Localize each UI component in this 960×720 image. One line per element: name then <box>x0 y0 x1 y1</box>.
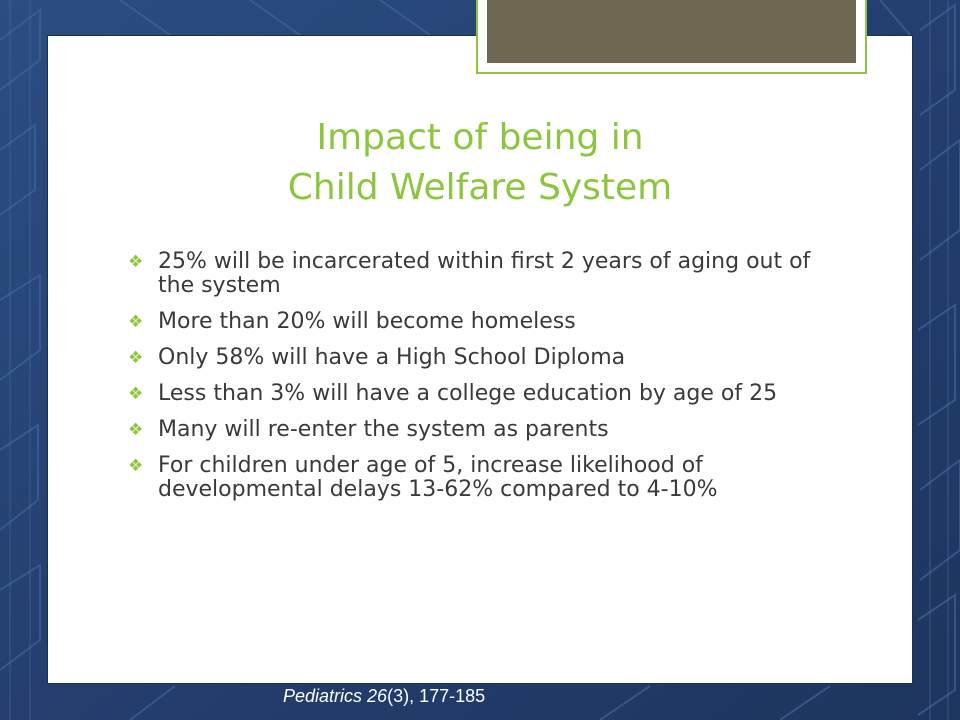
decorative-box <box>487 0 856 63</box>
diamond-bullet-icon: ❖ <box>128 312 144 332</box>
diamond-bullet-icon: ❖ <box>128 456 144 476</box>
diamond-bullet-icon: ❖ <box>128 348 144 368</box>
bullet-text: More than 20% will become homeless <box>158 309 576 334</box>
citation-details: (3), 177-185 <box>387 686 486 706</box>
citation <box>283 685 485 707</box>
diamond-bullet-icon: ❖ <box>128 252 144 272</box>
bullet-text: 25% will be incarcerated within first 2 years of aging out of the system <box>158 249 811 298</box>
bullet-item <box>128 250 818 298</box>
citation-volume: 26 <box>367 686 388 706</box>
bullet-item <box>128 454 818 502</box>
bullet-list <box>128 250 818 514</box>
title-line-2: Child Welfare System <box>287 167 673 208</box>
bullet-text: Many will re-enter the system as parents <box>158 417 609 442</box>
bullet-item <box>128 310 818 334</box>
diamond-bullet-icon: ❖ <box>128 420 144 440</box>
bullet-item <box>128 382 818 406</box>
bullet-item <box>128 418 818 442</box>
citation-journal: Pediatrics <box>283 686 363 706</box>
title-line-1: Impact of being in <box>316 117 644 158</box>
bullet-text: For children under age of 5, increase likelihood of developmental delays 13-62% compared to 4-10% <box>158 453 718 502</box>
diamond-bullet-icon: ❖ <box>128 384 144 404</box>
bullet-text: Only 58% will have a High School Diploma <box>158 345 626 370</box>
slide-title <box>47 113 913 213</box>
bullet-item <box>128 346 818 370</box>
bullet-text: Less than 3% will have a college education by age of 25 <box>158 381 778 406</box>
